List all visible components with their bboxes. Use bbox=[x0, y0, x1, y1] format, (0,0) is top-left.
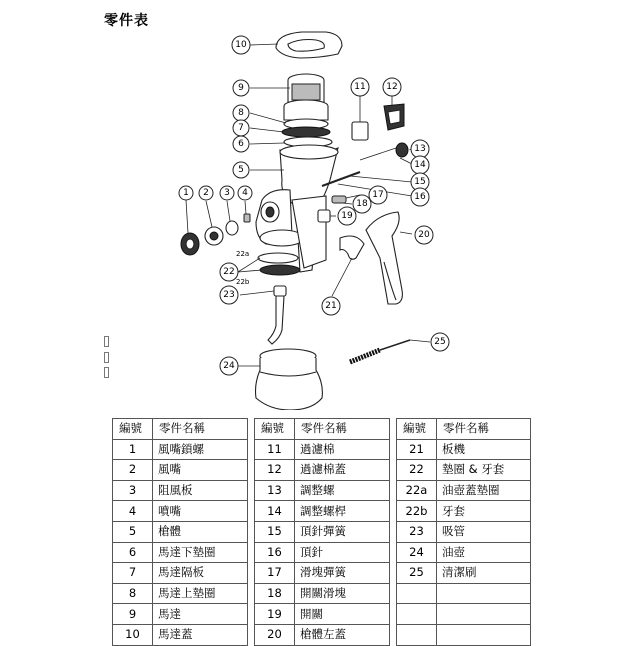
table-row bbox=[255, 624, 390, 645]
part-name-cell bbox=[437, 604, 531, 625]
svg-text:25: 25 bbox=[434, 337, 446, 347]
column-header-name: 零件名稱 bbox=[153, 419, 248, 440]
part-number-cell: 8 bbox=[113, 583, 153, 604]
table-row bbox=[255, 604, 390, 625]
table-row bbox=[255, 460, 390, 481]
part-number-cell bbox=[397, 604, 437, 625]
part-name-cell: 開關滑塊 bbox=[295, 583, 390, 604]
part-number-cell: 11 bbox=[255, 439, 295, 460]
part-name-cell: 過濾棉蓋 bbox=[295, 460, 390, 481]
part-name-cell: 馬達隔板 bbox=[153, 563, 248, 584]
table-row bbox=[113, 583, 248, 604]
column-header-name: 零件名稱 bbox=[295, 419, 390, 440]
part-name-cell: 頂針彈簧 bbox=[295, 521, 390, 542]
part-name-cell: 槍體 bbox=[153, 521, 248, 542]
part-number-cell: 5 bbox=[113, 521, 153, 542]
table-row bbox=[397, 604, 531, 625]
filter-cover-part bbox=[384, 104, 404, 130]
callout-25 bbox=[431, 333, 449, 351]
part-name-cell: 牙套 bbox=[437, 501, 531, 522]
part-name-cell: 風嘴鎖螺 bbox=[153, 439, 248, 460]
part-name-cell: 板機 bbox=[437, 439, 531, 460]
column-header-number: 編號 bbox=[113, 419, 153, 440]
table-header-row bbox=[397, 419, 531, 440]
svg-text:15: 15 bbox=[414, 177, 426, 187]
svg-text:21: 21 bbox=[325, 301, 337, 311]
motor-cover-part bbox=[276, 32, 342, 58]
switch-slider-part bbox=[332, 196, 346, 203]
table-row bbox=[255, 501, 390, 522]
side-marker bbox=[104, 336, 109, 347]
body-left-cover-part bbox=[366, 212, 402, 304]
table-row bbox=[113, 460, 248, 481]
table-row bbox=[113, 624, 248, 645]
table-row bbox=[397, 460, 531, 481]
svg-text:8: 8 bbox=[238, 108, 244, 118]
callout-10 bbox=[232, 36, 250, 54]
part-number-cell: 20 bbox=[255, 624, 295, 645]
table-row bbox=[255, 583, 390, 604]
side-marker bbox=[104, 352, 109, 363]
callout-17 bbox=[369, 186, 387, 204]
part-number-cell: 13 bbox=[255, 480, 295, 501]
part-name-cell: 馬達上墊圈 bbox=[153, 583, 248, 604]
part-number-cell: 4 bbox=[113, 501, 153, 522]
part-number-cell: 1 bbox=[113, 439, 153, 460]
part-number-cell: 15 bbox=[255, 521, 295, 542]
part-number-cell: 19 bbox=[255, 604, 295, 625]
svg-text:12: 12 bbox=[386, 82, 398, 92]
part-name-cell bbox=[437, 624, 531, 645]
gun-body-part bbox=[256, 145, 338, 272]
label-22b: 22b bbox=[236, 278, 250, 286]
table-header-row bbox=[255, 419, 390, 440]
part-number-cell: 22b bbox=[397, 501, 437, 522]
part-name-cell: 滑塊彈簧 bbox=[295, 563, 390, 584]
part-name-cell: 調整螺桿 bbox=[295, 501, 390, 522]
callout-4 bbox=[238, 186, 252, 200]
part-name-cell: 吸管 bbox=[437, 521, 531, 542]
part-number-cell: 16 bbox=[255, 542, 295, 563]
svg-text:23: 23 bbox=[223, 290, 235, 300]
svg-text:17: 17 bbox=[372, 190, 384, 200]
table-row bbox=[397, 563, 531, 584]
svg-text:18: 18 bbox=[356, 199, 368, 209]
table-row bbox=[113, 542, 248, 563]
callout-20 bbox=[415, 226, 433, 244]
motor-part bbox=[284, 74, 328, 120]
table-row bbox=[113, 521, 248, 542]
callout-18 bbox=[353, 195, 371, 213]
part-number-cell: 22a bbox=[397, 480, 437, 501]
svg-text:20: 20 bbox=[418, 230, 430, 240]
part-name-cell: 阻風板 bbox=[153, 480, 248, 501]
column-header-number: 編號 bbox=[397, 419, 437, 440]
part-number-cell: 23 bbox=[397, 521, 437, 542]
table-header-row bbox=[113, 419, 248, 440]
svg-text:13: 13 bbox=[414, 144, 426, 154]
svg-text:14: 14 bbox=[414, 160, 426, 170]
table-row bbox=[397, 521, 531, 542]
cleaning-brush-part bbox=[350, 340, 410, 362]
part-number-cell: 10 bbox=[113, 624, 153, 645]
part-number-cell: 2 bbox=[113, 460, 153, 481]
callout-19 bbox=[338, 207, 356, 225]
switch-part bbox=[318, 210, 330, 222]
callout-2 bbox=[199, 186, 213, 200]
svg-text:11: 11 bbox=[354, 82, 366, 92]
nozzle-parts bbox=[181, 214, 250, 255]
svg-text:16: 16 bbox=[414, 192, 426, 202]
part-number-cell: 9 bbox=[113, 604, 153, 625]
part-number-cell bbox=[397, 624, 437, 645]
thread-sleeve-part bbox=[260, 265, 300, 275]
table-row bbox=[113, 501, 248, 522]
oil-pot-part bbox=[256, 349, 323, 410]
part-number-cell: 12 bbox=[255, 460, 295, 481]
table-row bbox=[397, 480, 531, 501]
svg-text:22: 22 bbox=[223, 267, 235, 277]
table-row bbox=[113, 480, 248, 501]
part-name-cell: 油壺 bbox=[437, 542, 531, 563]
part-number-cell: 22 bbox=[397, 460, 437, 481]
table-row bbox=[255, 563, 390, 584]
part-number-cell: 17 bbox=[255, 563, 295, 584]
part-number-cell: 25 bbox=[397, 563, 437, 584]
side-marker bbox=[104, 367, 109, 378]
callout-3 bbox=[220, 186, 234, 200]
svg-text:6: 6 bbox=[238, 139, 244, 149]
callout-1 bbox=[179, 186, 193, 200]
part-name-cell: 調整螺 bbox=[295, 480, 390, 501]
table-row bbox=[113, 439, 248, 460]
adjust-screw-part bbox=[360, 143, 408, 160]
callout-14 bbox=[411, 156, 429, 174]
part-number-cell: 24 bbox=[397, 542, 437, 563]
table-row bbox=[397, 542, 531, 563]
table-row bbox=[113, 604, 248, 625]
page-title: 零件表 bbox=[104, 13, 149, 29]
filter-cotton-part bbox=[352, 122, 368, 140]
table-row bbox=[255, 542, 390, 563]
parts-table-3 bbox=[396, 418, 531, 646]
callout-7 bbox=[233, 120, 249, 136]
part-name-cell: 噴嘴 bbox=[153, 501, 248, 522]
callout-23 bbox=[220, 286, 238, 304]
svg-text:4: 4 bbox=[242, 188, 248, 198]
svg-text:10: 10 bbox=[235, 40, 247, 50]
table-row bbox=[397, 439, 531, 460]
callout-12 bbox=[383, 78, 401, 96]
callout-24 bbox=[220, 357, 238, 375]
table-row bbox=[255, 521, 390, 542]
table-row bbox=[397, 583, 531, 604]
part-number-cell: 3 bbox=[113, 480, 153, 501]
table-row bbox=[397, 501, 531, 522]
table-row bbox=[113, 563, 248, 584]
callout-16 bbox=[411, 188, 429, 206]
part-name-cell bbox=[437, 583, 531, 604]
part-name-cell: 槍體左蓋 bbox=[295, 624, 390, 645]
callout-11 bbox=[351, 78, 369, 96]
svg-text:1: 1 bbox=[183, 188, 189, 198]
part-name-cell: 清潔刷 bbox=[437, 563, 531, 584]
callout-6 bbox=[233, 136, 249, 152]
part-name-cell: 墊圈 & 牙套 bbox=[437, 460, 531, 481]
part-number-cell: 14 bbox=[255, 501, 295, 522]
parts-table-2 bbox=[254, 418, 390, 646]
svg-text:3: 3 bbox=[224, 188, 230, 198]
callout-13 bbox=[411, 140, 429, 158]
part-name-cell: 風嘴 bbox=[153, 460, 248, 481]
part-name-cell: 馬達 bbox=[153, 604, 248, 625]
part-number-cell: 7 bbox=[113, 563, 153, 584]
part-name-cell: 頂針 bbox=[295, 542, 390, 563]
part-number-cell: 18 bbox=[255, 583, 295, 604]
callout-5 bbox=[233, 162, 249, 178]
parts-table-1 bbox=[112, 418, 248, 646]
callout-8 bbox=[233, 105, 249, 121]
part-number-cell: 6 bbox=[113, 542, 153, 563]
svg-text:7: 7 bbox=[238, 123, 244, 133]
suction-tube-part bbox=[268, 286, 286, 344]
table-row bbox=[255, 480, 390, 501]
table-row bbox=[255, 439, 390, 460]
part-name-cell: 開關 bbox=[295, 604, 390, 625]
table-row bbox=[397, 624, 531, 645]
callout-9 bbox=[233, 80, 249, 96]
svg-text:9: 9 bbox=[238, 83, 244, 93]
part-name-cell: 油壺蓋墊圈 bbox=[437, 480, 531, 501]
label-22a: 22a bbox=[236, 250, 250, 258]
part-name-cell: 過濾棉 bbox=[295, 439, 390, 460]
callout-22 bbox=[220, 263, 238, 281]
svg-text:5: 5 bbox=[238, 165, 244, 175]
motor-spacer-part bbox=[282, 127, 330, 137]
washer-part bbox=[258, 253, 298, 263]
part-name-cell: 馬達蓋 bbox=[153, 624, 248, 645]
svg-text:19: 19 bbox=[341, 211, 353, 221]
callout-21 bbox=[322, 297, 340, 315]
svg-text:24: 24 bbox=[223, 361, 235, 371]
part-number-cell: 21 bbox=[397, 439, 437, 460]
trigger-part bbox=[340, 236, 364, 259]
column-header-number: 編號 bbox=[255, 419, 295, 440]
part-name-cell: 馬達下墊圈 bbox=[153, 542, 248, 563]
column-header-name: 零件名稱 bbox=[437, 419, 531, 440]
svg-text:2: 2 bbox=[203, 188, 209, 198]
part-number-cell bbox=[397, 583, 437, 604]
